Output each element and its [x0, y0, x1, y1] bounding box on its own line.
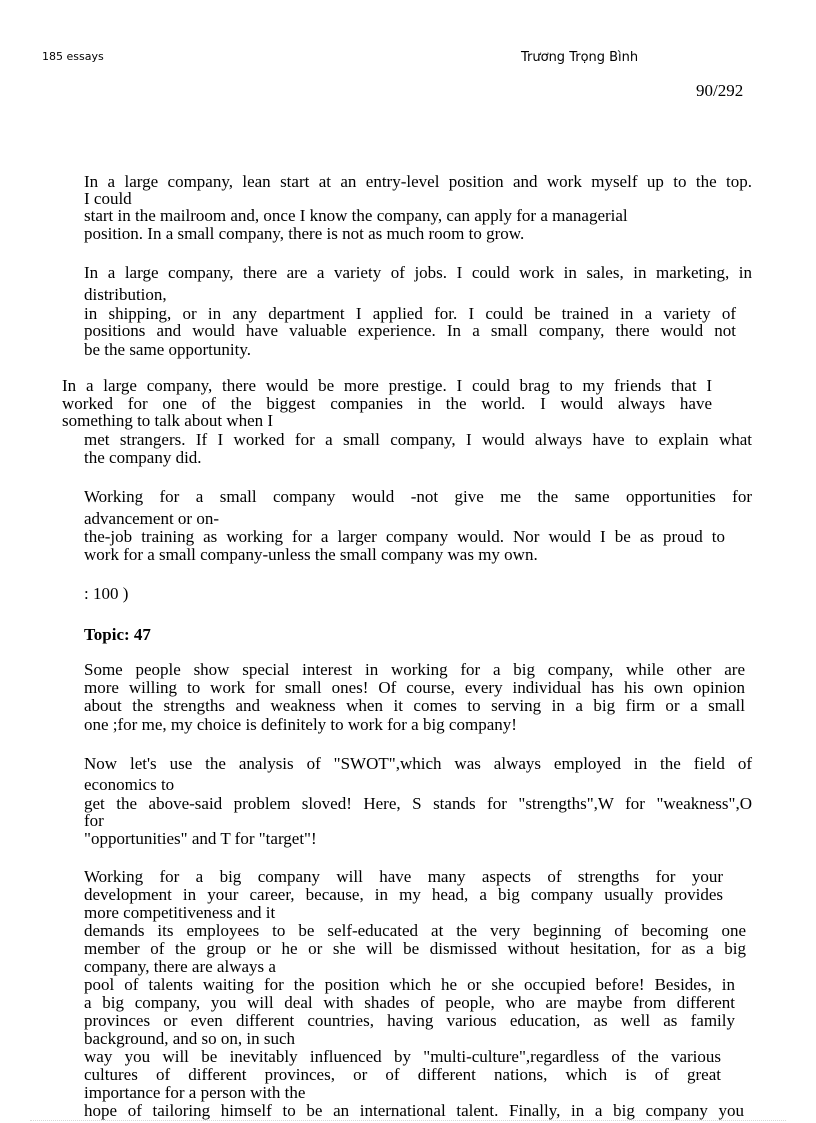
- text-line: Working for a small company would -not give me the same opportunities for: [84, 487, 752, 506]
- page-number: 90/292: [696, 81, 744, 100]
- text-line: work for a small company-unless the small company was my own.: [84, 545, 538, 564]
- text-line: a big company, you will deal with shades of people, who are maybe from different: [84, 993, 735, 1012]
- text-line: In a large company, there would be more prestige. I could brag to my friends that I: [62, 376, 712, 395]
- text-line: In a large company, lean start at an entry-level position and work myself up to the top.: [84, 172, 752, 191]
- text-line: more competitiveness and it: [84, 903, 276, 922]
- text-line: advancement or on-: [84, 509, 219, 528]
- text-line: be the same opportunity.: [84, 340, 251, 359]
- text-line: the-job training as working for a larger company would. Nor would I be as proud to: [84, 527, 725, 546]
- text-line: in shipping, or in any department I applied for. I could be trained in a variety of: [84, 304, 736, 323]
- text-line: start in the mailroom and, once I know the company, can apply for a managerial: [84, 206, 628, 225]
- text-line: economics to: [84, 775, 175, 794]
- text-line: company, there are always a: [84, 957, 276, 976]
- text-line: Some people show special interest in working for a big company, while other are: [84, 660, 745, 679]
- text-line: In a large company, there are a variety of jobs. I could work in sales, in marketing, in: [84, 263, 752, 282]
- header-author: Trương Trọng Bình: [521, 50, 639, 65]
- text-line: provinces or even different countries, having various education, as well as family: [84, 1011, 735, 1030]
- text-line: positions and would have valuable experience. In a small company, there would not: [84, 321, 736, 340]
- text-line: development in your career, because, in my head, a big company usually provides: [84, 885, 723, 904]
- text-line: about the strengths and weakness when it comes to serving in a big firm or a small: [84, 696, 745, 715]
- text-line: "opportunities" and T for "target"!: [84, 829, 317, 848]
- text-line: Working for a big company will have many aspects of strengths for your: [84, 867, 723, 886]
- text-line: pool of talents waiting for the position which he or she occupied before! Besides, in: [84, 975, 735, 994]
- text-line: member of the group or he or she will be dismissed without hesitation, for as a big: [84, 939, 746, 958]
- text-line: worked for one of the biggest companies in the world. I would always have: [62, 394, 712, 413]
- text-line: more willing to work for small ones! Of course, every individual has his own opinion: [84, 678, 745, 697]
- text-line: Now let's use the analysis of "SWOT",which was always employed in the field of: [84, 754, 752, 773]
- text-line: position. In a small company, there is not as much room to grow.: [84, 224, 525, 243]
- text-line: background, and so on, in such: [84, 1029, 296, 1048]
- header-book-title: 185 essays: [42, 50, 104, 63]
- text-line: I could: [84, 189, 132, 208]
- text-line: met strangers. If I worked for a small company, I would always have to explain what: [84, 430, 752, 449]
- page-bottom-divider: [30, 1120, 786, 1121]
- text-line: distribution,: [84, 285, 167, 304]
- text-line: the company did.: [84, 448, 202, 467]
- text-line: something to talk about when I: [62, 411, 274, 430]
- topic-heading: Topic: 47: [84, 625, 151, 644]
- text-line: demands its employees to be self-educated at the very beginning of becoming one: [84, 921, 746, 940]
- text-line: way you will be inevitably influenced by "multi-culture",regardless of the various: [84, 1047, 721, 1066]
- text-line: cultures of different provinces, or of different nations, which is of great: [84, 1065, 721, 1084]
- text-line: importance for a person with the: [84, 1083, 306, 1102]
- text-line: for: [84, 811, 104, 830]
- score-note: : 100 ): [84, 584, 129, 603]
- text-line: get the above-said problem sloved! Here, S stands for "strengths",W for "weakness",O: [84, 794, 752, 813]
- text-line: one ;for me, my choice is definitely to work for a big company!: [84, 715, 517, 734]
- text-line: hope of tailoring himself to be an international talent. Finally, in a big company you: [84, 1101, 744, 1120]
